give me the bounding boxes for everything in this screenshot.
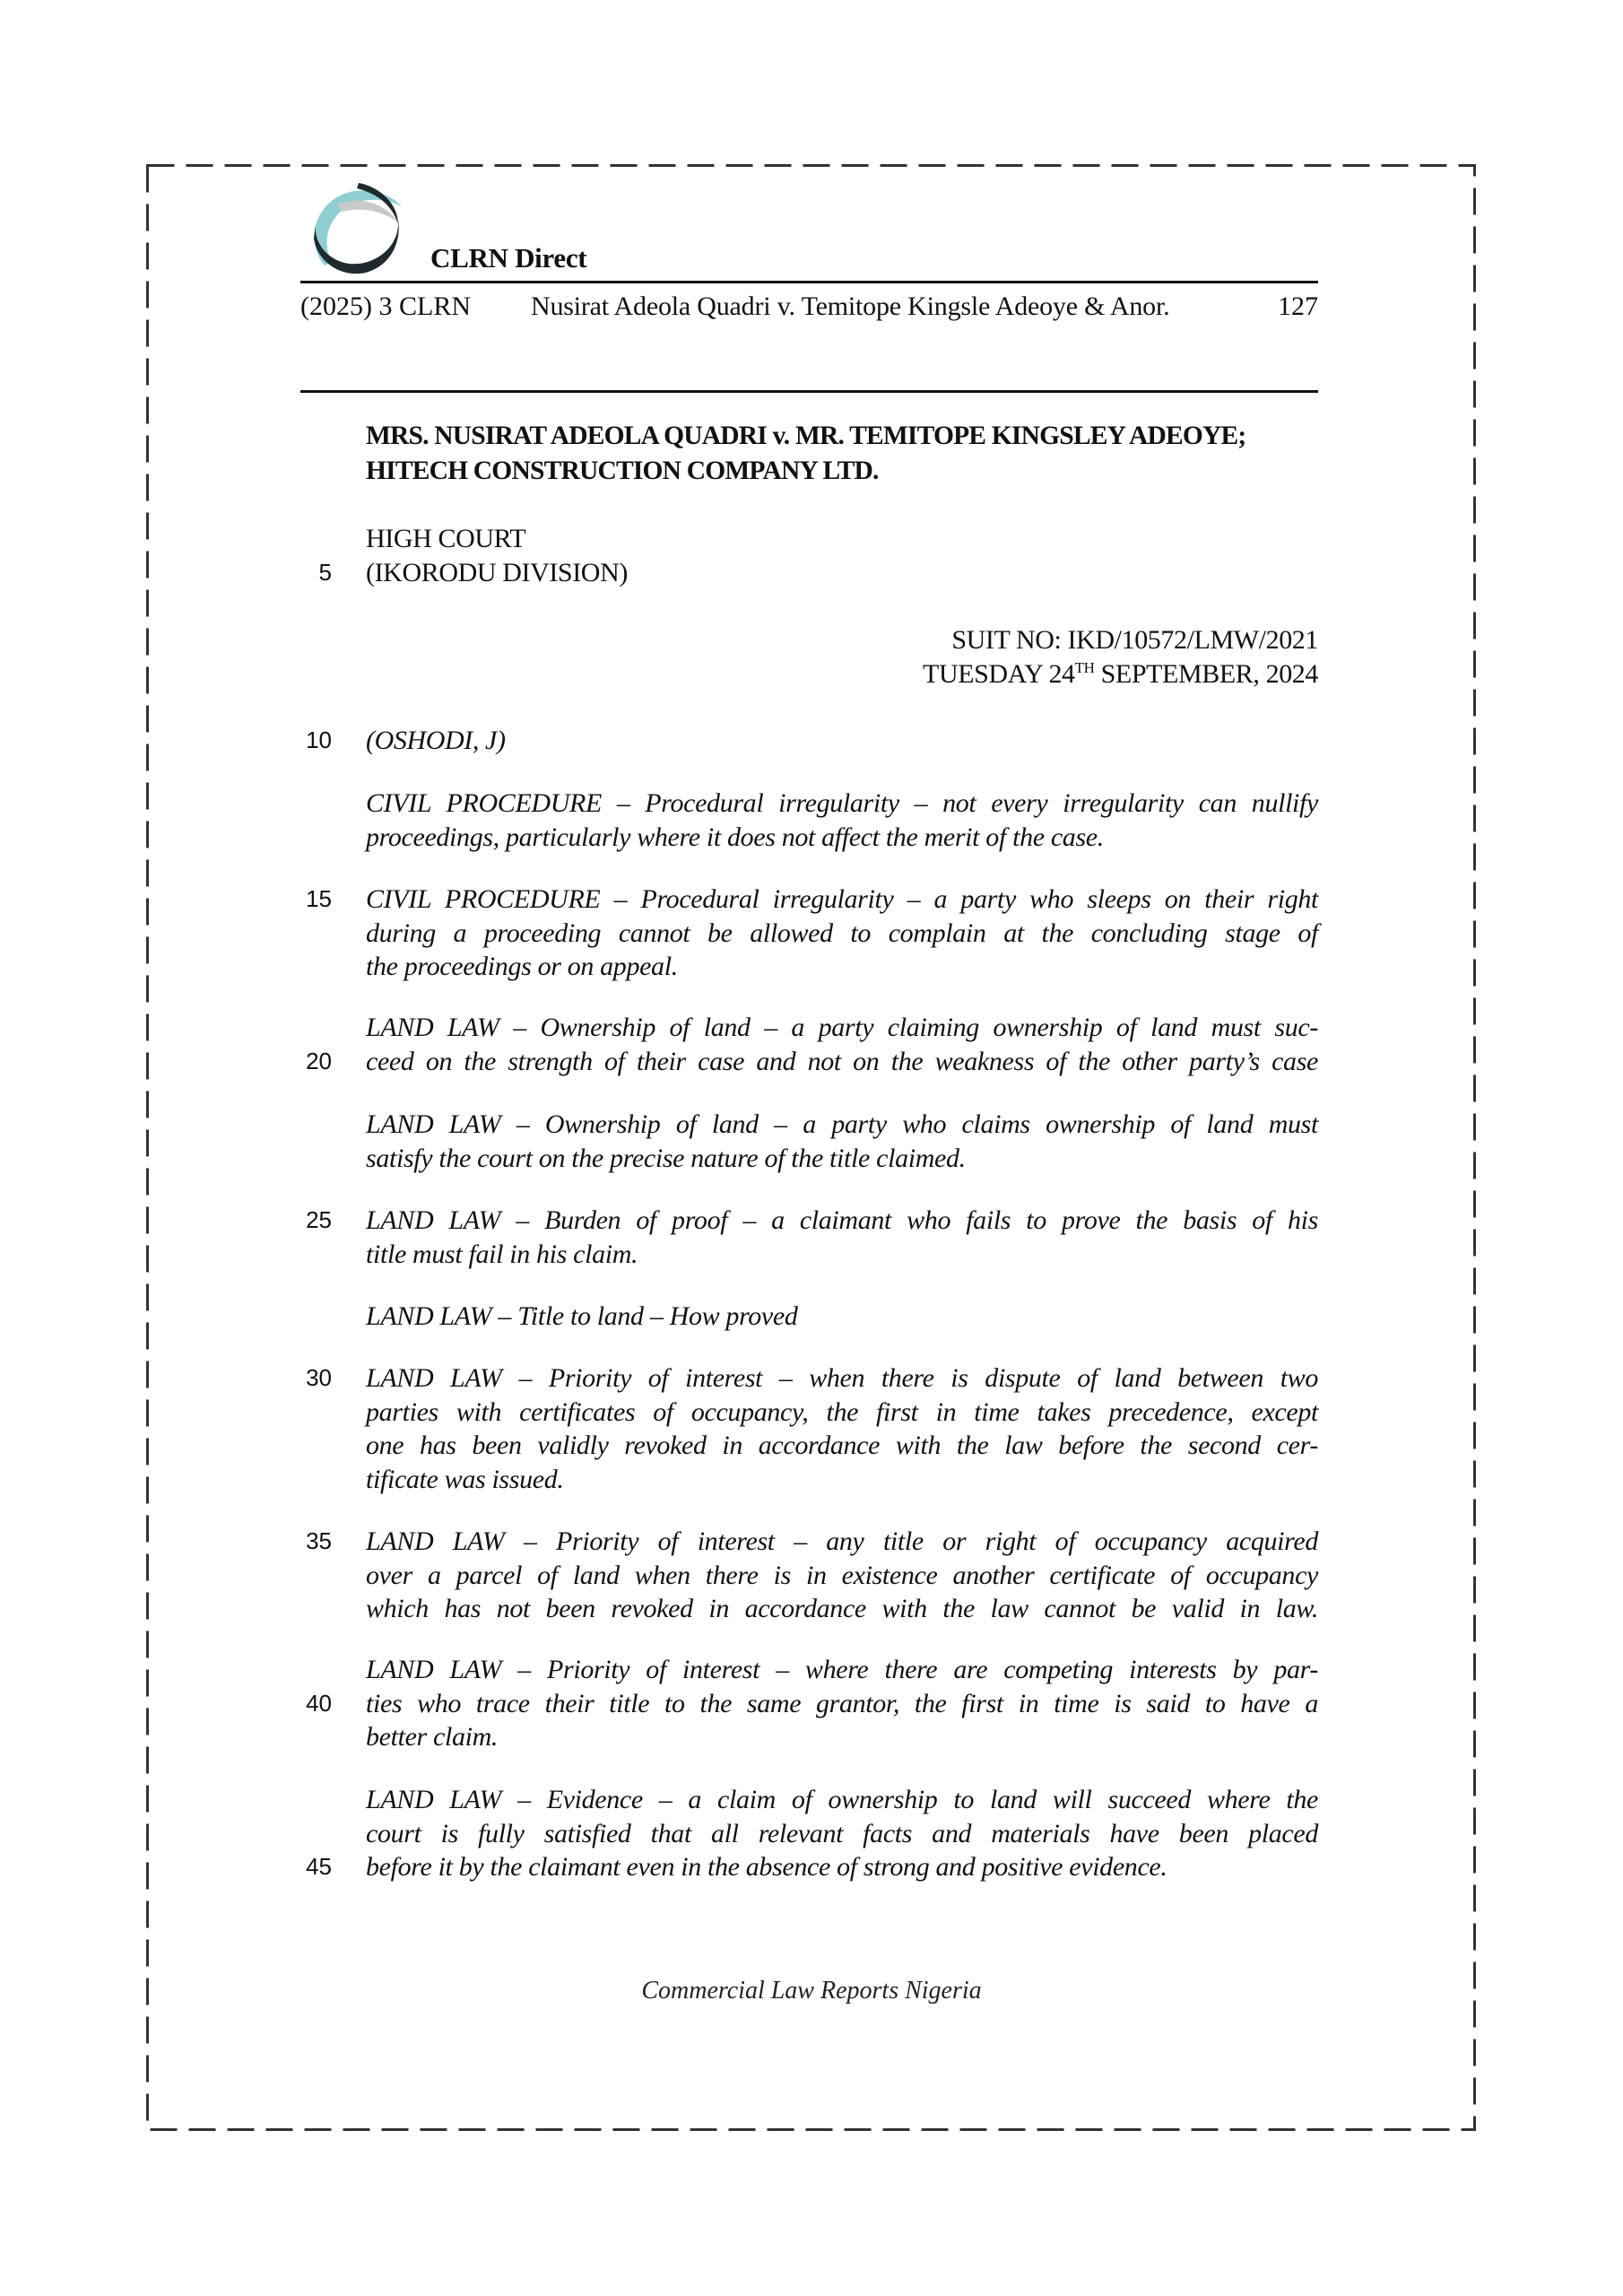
headnote-line: before it by the claimant even in the absence of strong and positive evidence. (366, 1852, 1167, 1882)
headnote-line: parties with certificates of occupancy, the first in time takes precedence, except (366, 1396, 1318, 1427)
suit-details (366, 623, 1318, 691)
line-number: 20 (306, 1048, 332, 1074)
clrn-logo-icon (305, 179, 412, 278)
headnote-line: one has been validly revoked in accordance with the law before the second cer- (366, 1431, 1318, 1460)
running-head (300, 289, 1318, 325)
headnote-line: court is fully satisfied that all relevant facts and materials have been placed (366, 1818, 1318, 1848)
running-head-case-title: Nusirat Adeola Quadri v. Temitope Kingsle Adeoye & Anor. (531, 291, 1170, 321)
headnote-line: LAND LAW – Burden of proof – a claimant who fails to prove the basis of his (366, 1205, 1318, 1235)
headnote (366, 1108, 1318, 1175)
headnote-line: better claim. (366, 1722, 499, 1752)
headnote-line: LAND LAW – Title to land – How proved (366, 1301, 798, 1331)
line-number: 40 (306, 1690, 332, 1717)
headnote-line: proceedings, particularly where it does not affect the merit of the case. (366, 822, 1104, 852)
headnote-line: the proceedings or on appeal. (366, 952, 678, 981)
brand-name: CLRN Direct (430, 242, 587, 274)
line-number: 35 (306, 1527, 332, 1554)
page-footer: Commercial Law Reports Nigeria (641, 1977, 982, 2005)
headnote (366, 1783, 1318, 1884)
headnote-line: during a proceeding cannot be allowed to complain at the concluding stage of (366, 918, 1318, 948)
court-division: (IKORODU DIVISION) (366, 557, 628, 587)
headnote (366, 1300, 1318, 1334)
running-head-citation: (2025) 3 CLRN (300, 291, 471, 321)
page-number: 127 (1278, 291, 1318, 321)
headnote-line: LAND LAW – Priority of interest – when there is dispute of land between two (366, 1363, 1318, 1393)
line-number: 45 (306, 1853, 332, 1880)
headnote-line: LAND LAW – Ownership of land – a party who claims ownership of land must (366, 1109, 1318, 1139)
headnote-line: ties who trace their title to the same grantor, the first in time is said to have a (366, 1688, 1318, 1718)
line-number: 30 (306, 1364, 332, 1391)
headnote (366, 1204, 1318, 1271)
headnote-line: CIVIL PROCEDURE – Procedural irregularity – a party who sleeps on their right (366, 884, 1318, 914)
case-title (366, 420, 1318, 488)
headnote-line: tificate was issued. (366, 1464, 564, 1494)
headnote (366, 1525, 1318, 1626)
line-number: 5 (318, 559, 332, 586)
headnote-line: CIVIL PROCEDURE – Procedural irregularity – not every irregularity can nullify (366, 788, 1318, 818)
judgment-date: TUESDAY 24TH SEPTEMBER, 2024 (923, 658, 1318, 689)
section-rule (300, 390, 1318, 393)
judge-name: (OSHODI, J) (366, 726, 506, 755)
headnote-line: ceed on the strength of their case and not on the weakness of the other party’s case (366, 1046, 1318, 1076)
headnote (366, 1011, 1318, 1078)
headnote-line: LAND LAW – Priority of interest – any title or right of occupancy acquired (366, 1526, 1318, 1556)
headnote (366, 787, 1318, 854)
headnote-line: satisfy the court on the precise nature of the title claimed. (366, 1143, 966, 1173)
case-title-line: HITECH CONSTRUCTION COMPANY LTD. (366, 456, 879, 485)
case-title-line: MRS. NUSIRAT ADEOLA QUADRI v. MR. TEMITOPE KINGSLEY ADEOYE; (366, 422, 1246, 450)
headnote (366, 1653, 1318, 1754)
header-rule (300, 281, 1318, 283)
line-number: 15 (306, 885, 332, 912)
headnote (366, 1361, 1318, 1496)
headnote (366, 883, 1318, 984)
headnote-line: LAND LAW – Ownership of land – a party claiming ownership of land must suc- (366, 1013, 1318, 1042)
headnote-line: which has not been revoked in accordance with the law cannot be valid in law. (366, 1594, 1318, 1623)
headnote-line: LAND LAW – Priority of interest – where there are competing interests by par- (366, 1655, 1318, 1684)
headnote-line: over a parcel of land when there is in existence another certificate of occupancy (366, 1560, 1318, 1590)
line-number: 10 (306, 726, 332, 753)
court-info (366, 522, 1318, 589)
line-number: 25 (306, 1206, 332, 1233)
headnote-line: title must fail in his claim. (366, 1239, 638, 1269)
suit-number: SUIT NO: IKD/10572/LMW/2021 (951, 625, 1318, 655)
headnote-line: LAND LAW – Evidence – a claim of ownership to land will succeed where the (366, 1785, 1318, 1814)
court-name: HIGH COURT (366, 524, 526, 553)
